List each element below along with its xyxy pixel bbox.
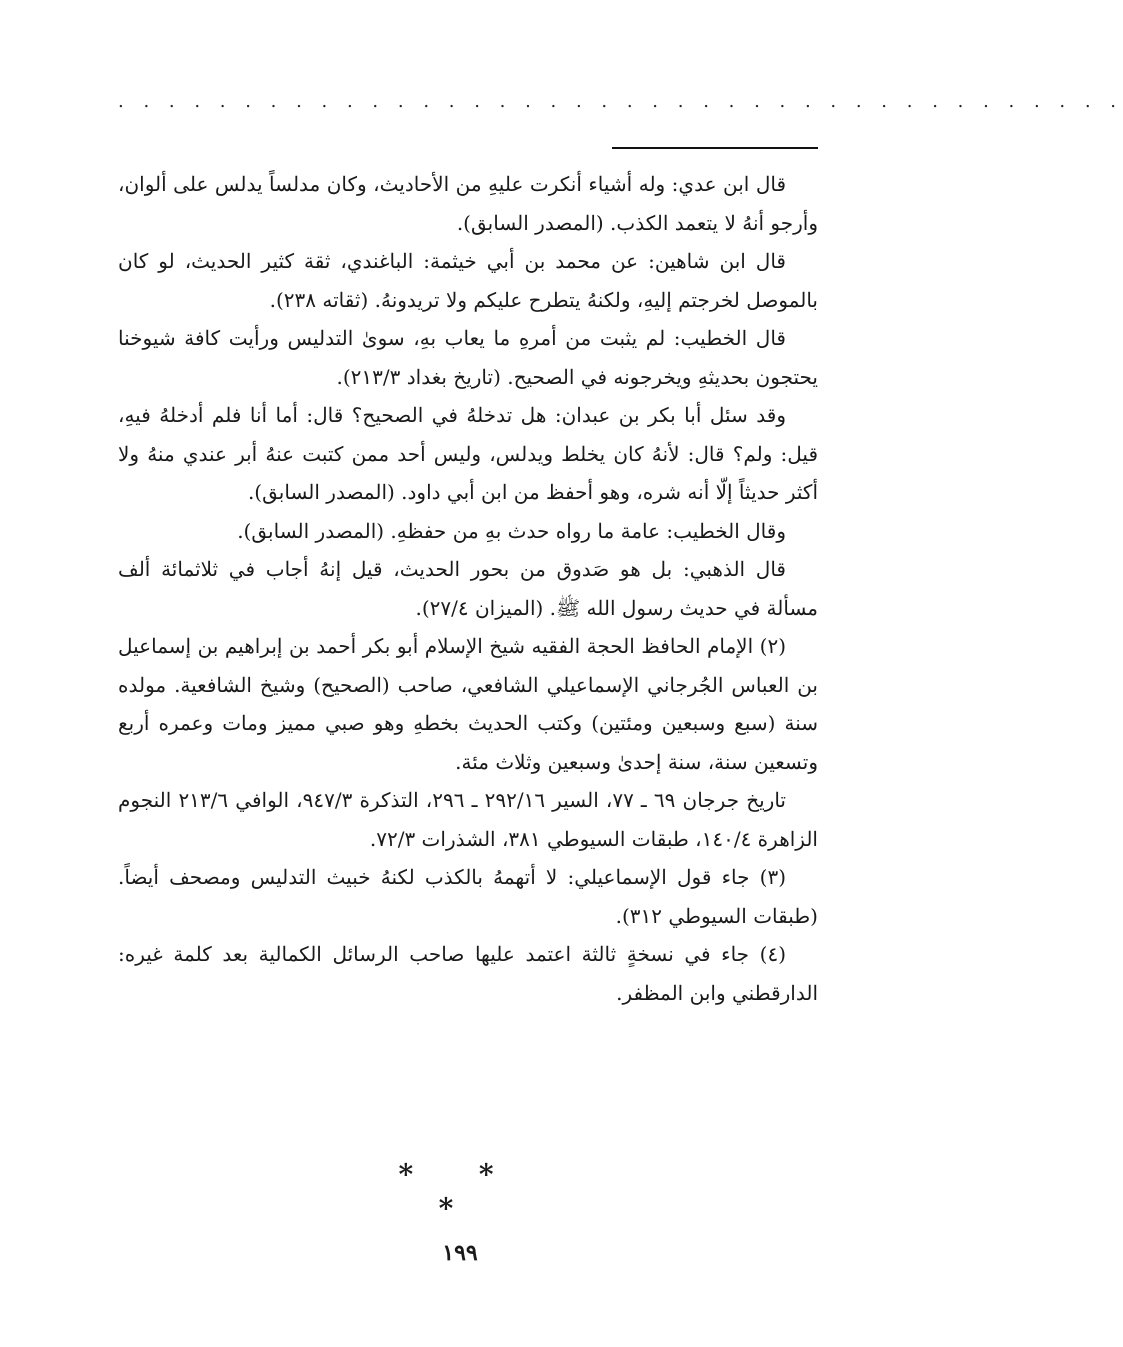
dotted-separator: . . . . . . . . . . . . . . . . . . . . . . . . . . . . . . . . . . . . . . . . [118,91,1123,112]
paragraph-ibn-shahin: قال ابن شاهين: عن محمد بن أبي خيثمة: الباغندي، ثقة كثير الحديث، لو كان بالموصل لخرجتم إليهِ، ولكنهُ يتطرح عليكم ولا تريدونهُ. (ثقاته ٢٣٨). [118,249,818,312]
page-number: ١٩٩ [442,1240,478,1266]
paragraph-dhahabi: قال الذهبي: بل هو صَدوق من بحور الحديث، قيل إنهُ أجاب في ثلاثمائة ألف مسألة في حديث رسول الله ﷺ. (الميزان ٢٧/٤). [118,557,818,620]
footnote-2: (٢) الإمام الحافظ الحجة الفقيه شيخ الإسلام أبو بكر أحمد بن إبراهيم بن إسماعيل بن العباس الجُرجاني الإسماعيلي الشافعي، صاحب (الصحيح) وشيخ الشافعية. مولده سنة (سبع وسبعين ومئتين) وكتب الحديث بخطهِ وهو صبي مميز ومات وعمره أربع وتسعين سنة، سنة إحدىٰ وسبعين وثلاث مئة. [118,634,818,774]
paragraph-ibn-abdan: وقد سئل أبا بكر بن عبدان: هل تدخلهُ في الصحيح؟ قال: أما أنا فلم أدخلهُ فيهِ، قيل: ولم؟ قال: لأنهُ كان يخلط ويدلس، وليس أحد ممن كتبت عنهُ أبر عندي منهُ ولا أكثر حديثاً إلّا أنه شره، وهو أحفظ من ابن أبي داود. (المصدر السابق). [118,403,818,504]
footnote-4: (٤) جاء في نسخةٍ ثالثة اعتمد عليها صاحب الرسائل الكمالية بعد كلمة غيره: الدارقطني وابن المظفر. [118,942,818,1005]
footnotes-body [118,165,818,1012]
paragraph-ibn-adi: قال ابن عدي: وله أشياء أنكرت عليهِ من الأحاديث، وكان مدلساً يدلس على ألوان، وأرجو أنهُ لا يتعمد الكذب. (المصدر السابق). [118,172,818,235]
paragraph-khatib: قال الخطيب: لم يثبت من أمرهِ ما يعاب بهِ، سوىٰ التدليس ورأيت كافة شيوخنا يحتجون بحديثهِ ويخرجونه في الصحيح. (تاريخ بغداد ٢١٣/٣). [118,326,818,389]
footnote-rule [612,147,818,149]
paragraph-khatib-2: وقال الخطيب: عامة ما رواه حدث بهِ من حفظهِ. (المصدر السابق). [237,518,786,543]
section-end-stars: * * * [398,1158,522,1225]
footnote-2-sources: تاريخ جرجان ٦٩ ـ ٧٧، السير ٢٩٢/١٦ ـ ٢٩٦، التذكرة ٩٤٧/٣، الوافي ٢١٣/٦ النجوم الزاهرة ١٤٠/٤، طبقات السيوطي ٣٨١، الشذرات ٧٢/٣. [118,788,818,851]
footnote-3: (٣) جاء قول الإسماعيلي: لا أتهمهُ بالكذب لكنهُ خبيث التدليس ومصحف أيضاً. (طبقات السيوطي ٣١٢). [118,865,818,928]
